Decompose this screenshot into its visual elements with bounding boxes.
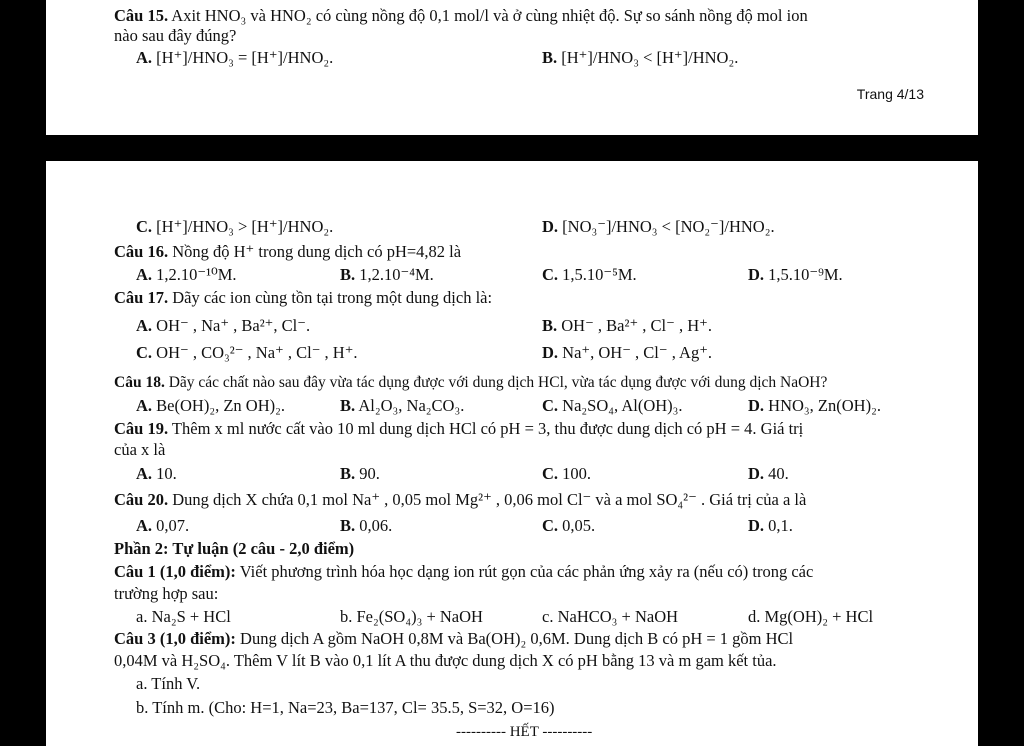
page-number: Trang 4/13 — [856, 86, 924, 102]
q15-line-2: nào sau đây đúng? — [114, 26, 237, 45]
q15-option-c: C. [H⁺]/HNO₃ > [H⁺]/HNO₂. — [136, 217, 334, 236]
essay-1-item-d: d. Mg(OH)₂ + HCl — [748, 607, 874, 626]
q18-question: Câu 18. Dãy các chất nào sau đây vừa tác dụng được với dung dịch HCl, vừa tác dụng được với dung dịch NaOH? — [114, 374, 828, 391]
essay-1-item-c: c. NaHCO₃ + NaOH — [542, 607, 679, 626]
q16-question: Câu 16. Nồng độ H⁺ trong dung dịch có pH=4,82 là — [114, 242, 462, 261]
q19-option-a: A. 10. — [136, 464, 177, 483]
essay-1-question-cont: trường hợp sau: — [114, 584, 219, 603]
essay-1-item-a: a. Na₂S + HCl — [136, 607, 231, 626]
essay-3-part-b: b. Tính m. (Cho: H=1, Na=23, Ba=137, Cl= 35.5, S=32, O=16) — [136, 698, 555, 717]
essay-3-part-a: a. Tính V. — [136, 674, 201, 693]
q16-option-c: C. 1,5.10⁻⁵M. — [542, 265, 637, 284]
q15-text: Axit HNO₃ và HNO₂ có cùng nồng độ 0,1 mol/l và ở cùng nhiệt độ. Sự so sánh nồng độ mol ion — [168, 6, 808, 25]
q16-option-a: A. 1,2.10⁻¹⁰M. — [136, 265, 237, 284]
q17-question: Câu 17. Dãy các ion cùng tồn tại trong một dung dịch là: — [114, 288, 493, 307]
q19-option-c: C. 100. — [542, 464, 592, 483]
q17-option-a: A. OH⁻ , Na⁺ , Ba²⁺, Cl⁻. — [136, 316, 311, 335]
q15-number: Câu 15. — [114, 6, 169, 25]
q15-option-b: B. [H⁺]/HNO₃ < [H⁺]/HNO₂. — [542, 48, 739, 67]
essay-1-question: Câu 1 (1,0 điểm): Viết phương trình hóa học dạng ion rút gọn của các phản ứng xảy ra (nếu có) trong các — [114, 562, 814, 581]
part-2-heading: Phần 2: Tự luận (2 câu - 2,0 điểm) — [114, 539, 355, 558]
q17-option-d: D. Na⁺, OH⁻ , Cl⁻ , Ag⁺. — [542, 343, 713, 362]
q18-option-b: B. Al₂O₃, Na₂CO₃. — [340, 396, 465, 415]
q17-option-b: B. OH⁻ , Ba²⁺ , Cl⁻ , H⁺. — [542, 316, 712, 335]
q20-question: Câu 20. Dung dịch X chứa 0,1 mol Na⁺ , 0,05 mol Mg²⁺ , 0,06 mol Cl⁻ và a mol SO₄²⁻ . Giá trị của a là — [114, 490, 807, 509]
q19-question-cont: của x là — [114, 440, 166, 459]
q19-option-b: B. 90. — [340, 464, 380, 483]
q15-option-a: A. [H⁺]/HNO₃ = [H⁺]/HNO₂. — [136, 48, 334, 67]
q19-question: Câu 19. Thêm x ml nước cất vào 10 ml dung dịch HCl có pH = 3, thu được dung dịch có pH = 4. Giá trị — [114, 419, 804, 438]
q15-line-1 — [114, 6, 808, 26]
q18-option-a: A. Be(OH)₂, Zn OH)₂. — [136, 396, 285, 415]
end-marker: ---------- HẾT ---------- — [456, 724, 593, 740]
q20-option-c: C. 0,05. — [542, 516, 596, 535]
q17-option-c: C. OH⁻ , CO₃²⁻ , Na⁺ , Cl⁻ , H⁺. — [136, 343, 358, 362]
page-5-top — [46, 161, 978, 746]
q20-option-d: D. 0,1. — [748, 516, 793, 535]
q16-option-b: B. 1,2.10⁻⁴M. — [340, 265, 434, 284]
q18-option-d: D. HNO₃, Zn(OH)₂. — [748, 396, 881, 415]
q16-option-d: D. 1,5.10⁻⁹M. — [748, 265, 843, 284]
q20-option-b: B. 0,06. — [340, 516, 393, 535]
q19-option-d: D. 40. — [748, 464, 789, 483]
essay-3-question-cont: 0,04M và H₂SO₄. Thêm V lít B vào 0,1 lít A thu được dung dịch X có pH bằng 13 và m gam kết tủa. — [114, 651, 777, 670]
essay-1-item-b: b. Fe₂(SO₄)₃ + NaOH — [340, 607, 483, 626]
q18-option-c: C. Na₂SO₄, Al(OH)₃. — [542, 396, 683, 415]
q15-option-d: D. [NO₃⁻]/HNO₃ < [NO₂⁻]/HNO₂. — [542, 217, 775, 236]
essay-3-question: Câu 3 (1,0 điểm): Dung dịch A gồm NaOH 0,8M và Ba(OH)₂ 0,6M. Dung dịch B có pH = 1 gồm HCl — [114, 629, 794, 648]
q20-option-a: A. 0,07. — [136, 516, 190, 535]
page-4-bottom — [46, 0, 978, 135]
